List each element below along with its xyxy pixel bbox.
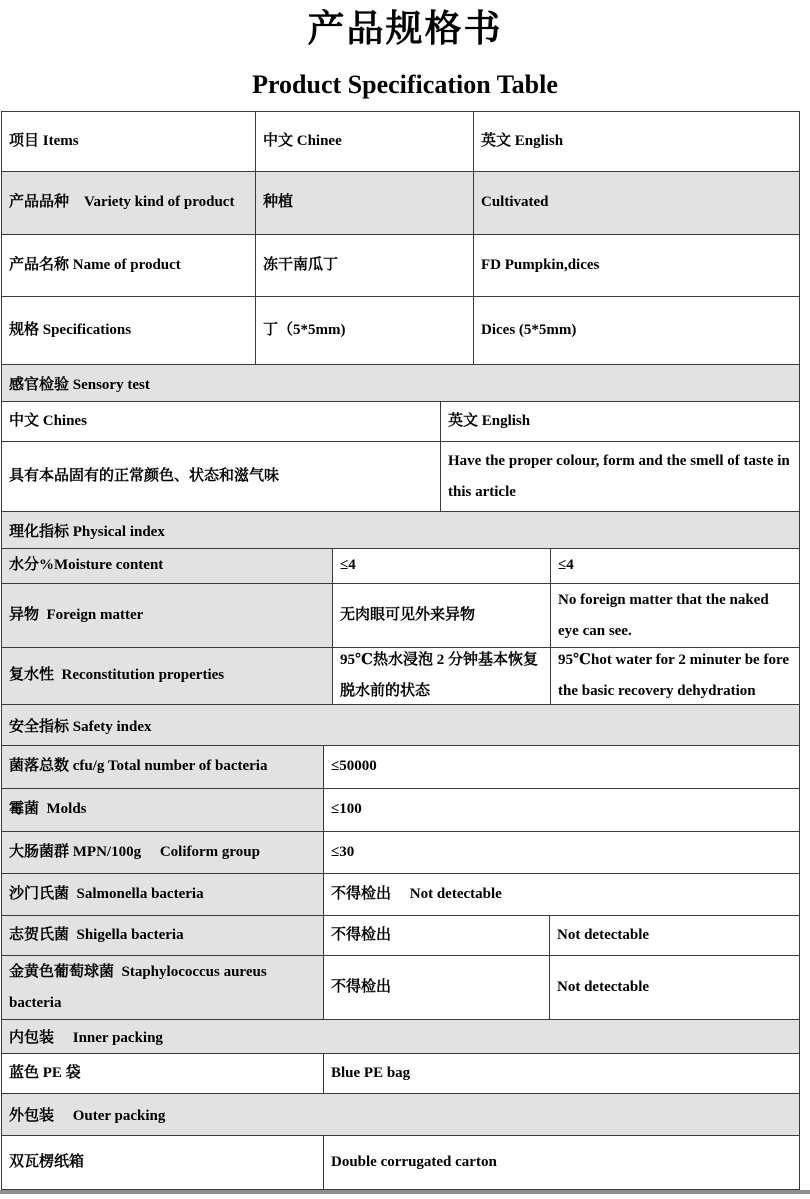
molds-row <box>2 789 799 832</box>
specifications-row <box>2 297 799 365</box>
info-header-items-cell: 项目 Items <box>2 112 256 171</box>
moisture-row <box>2 549 799 584</box>
page-title-english: Product Specification Table <box>252 70 558 99</box>
inner-packing-section-header: 内包装 Inner packing <box>2 1020 799 1054</box>
sensory-english-header-cell: 英文 English <box>448 412 531 429</box>
specifications-en-cell: Dices (5*5mm) <box>481 321 577 338</box>
inner-packing-cn-cell: 蓝色 PE 袋 <box>2 1054 324 1093</box>
salmonella-value-cell: 不得检出 Not detectable <box>331 885 502 902</box>
product-name-row <box>2 235 799 297</box>
inner-packing-en-cell: Blue PE bag <box>331 1064 411 1081</box>
outer-packing-cn-cell: 双瓦楞纸箱 <box>2 1136 324 1189</box>
info-header-english-cell: 英文 English <box>481 132 564 149</box>
salmonella-row <box>2 874 799 916</box>
variety-row <box>2 172 799 235</box>
reconstitution-row <box>2 648 799 705</box>
salmonella-label-cell: 沙门氏菌 Salmonella bacteria <box>2 874 324 915</box>
variety-label-cell: 产品品种 Variety kind of product <box>2 172 256 234</box>
sensory-lang-header-row <box>2 402 799 442</box>
outer-packing-en-cell: Double corrugated carton <box>331 1153 497 1170</box>
specifications-cn-cell: 丁（5*5mm) <box>256 297 474 364</box>
moisture-en-cell: ≤4 <box>558 557 574 574</box>
page-bottom-edge <box>0 1190 810 1194</box>
coliform-row <box>2 832 799 874</box>
outer-packing-row <box>2 1136 799 1190</box>
info-header-chinese-cell: 中文 Chinee <box>256 112 474 171</box>
variety-en-cell: Cultivated <box>474 172 799 234</box>
staphylococcus-en-cell: Not detectable <box>557 978 650 995</box>
variety-cn-cell: 种植 <box>256 172 474 234</box>
reconstitution-label-cell: 复水性 Reconstitution properties <box>2 648 333 704</box>
total-bacteria-label-cell: 菌落总数 cfu/g Total number of bacteria <box>2 746 324 788</box>
sensory-chinese-header-cell: 中文 Chines <box>2 402 441 441</box>
foreign-matter-row <box>2 584 799 648</box>
info-header-row <box>2 112 799 172</box>
foreign-matter-cn-cell: 无肉眼可见外来异物 <box>333 584 551 647</box>
inner-packing-row <box>2 1054 799 1094</box>
staphylococcus-row <box>2 956 799 1020</box>
foreign-matter-en-cell: No foreign matter that the naked eye can see. <box>558 591 773 639</box>
reconstitution-cn-cell: 95℃热水浸泡 2 分钟基本恢复脱水前的状态 <box>333 648 551 704</box>
product-name-en-cell: FD Pumpkin,dices <box>481 256 600 273</box>
staphylococcus-cn-cell: 不得检出 <box>324 956 550 1019</box>
sensory-description-en-cell: Have the proper colour, form and the smell of taste in this article <box>448 452 794 500</box>
safety-section-header: 安全指标 Safety index <box>2 705 799 746</box>
product-name-label-cell: 产品名称 Name of product <box>2 235 256 296</box>
page-title-chinese: 产品规格书 <box>307 9 503 50</box>
coliform-label-cell: 大肠菌群 MPN/100g Coliform group <box>2 832 324 873</box>
outer-packing-section-header: 外包装 Outer packing <box>2 1094 799 1136</box>
product-name-cn-cell: 冻干南瓜丁 <box>256 235 474 296</box>
shigella-en-cell: Not detectable <box>557 926 650 943</box>
molds-label-cell: 霉菌 Molds <box>2 789 324 831</box>
specifications-label-cell: 规格 Specifications <box>2 297 256 364</box>
moisture-cn-cell: ≤4 <box>333 549 551 583</box>
coliform-value-cell: ≤30 <box>331 843 355 860</box>
moisture-label-cell: 水分%Moisture content <box>2 549 333 583</box>
shigella-cn-cell: 不得检出 <box>324 916 550 955</box>
sensory-description-cn-cell: 具有本品固有的正常颜色、状态和滋气味 <box>2 442 441 511</box>
reconstitution-en-cell: 95℃hot water for 2 minuter be fore the basic recovery dehydration <box>558 652 793 699</box>
shigella-label-cell: 志贺氏菌 Shigella bacteria <box>2 916 324 955</box>
specification-table <box>1 111 800 1190</box>
shigella-row <box>2 916 799 956</box>
foreign-matter-label-cell: 异物 Foreign matter <box>2 584 333 647</box>
total-bacteria-row <box>2 746 799 789</box>
sensory-section-header: 感官检验 Sensory test <box>2 365 799 402</box>
molds-value-cell: ≤100 <box>331 801 362 818</box>
total-bacteria-value-cell: ≤50000 <box>331 758 377 775</box>
physical-section-header: 理化指标 Physical index <box>2 512 799 549</box>
sensory-description-row <box>2 442 799 512</box>
staphylococcus-label-cell: 金黄色葡萄球菌 Staphylococcus aureus bacteria <box>2 956 324 1019</box>
